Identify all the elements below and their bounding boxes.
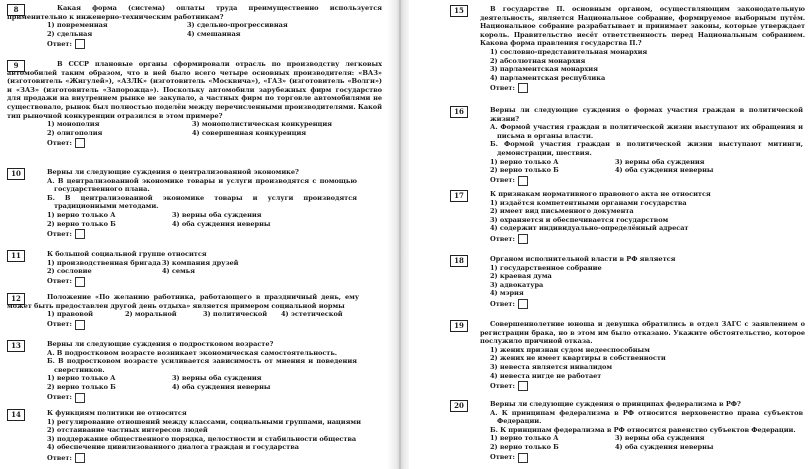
option[interactable]: 2) верно только Б [47, 382, 116, 391]
option[interactable]: 4) оба суждения неверны [172, 382, 271, 391]
statement-a: А. В подростковом возрасте возникает экономическая самостоятельность. [47, 348, 337, 357]
option[interactable]: 2) краевая дума [490, 272, 552, 281]
option[interactable]: 1) правовой [47, 310, 94, 319]
option[interactable]: 2) отстаивание частных интересов людей [47, 426, 208, 435]
answer-row [490, 453, 803, 463]
answer-box[interactable] [518, 453, 528, 463]
option[interactable]: 1) государственное собрание [490, 263, 602, 272]
option[interactable]: 4) совершенная конкуренция [192, 128, 307, 137]
question-stem: Верны ли следующие суждения о подростковом возрасте? [47, 340, 274, 348]
question-stem: К большой социальной группе относится [47, 250, 207, 258]
answer-label: Ответ: [490, 299, 515, 308]
question-stem: К признакам нормативного правового акта не относится [490, 190, 711, 198]
option[interactable]: 1) верно только А [490, 157, 559, 166]
answer-box[interactable] [518, 299, 528, 309]
option[interactable]: 3) компания друзей [162, 258, 239, 267]
option[interactable]: 4) эстетической [281, 310, 343, 319]
answer-row [7, 39, 382, 49]
answer-box[interactable] [75, 277, 85, 287]
answer-label: Ответ: [47, 229, 72, 238]
option[interactable]: 3) парламентская монархия [490, 65, 598, 74]
statement-b: Б. В централизованной экономике товары и услуги производятся традиционными методами. [47, 193, 357, 211]
answer-box[interactable] [518, 234, 528, 244]
option[interactable]: 4) оба суждения неверны [615, 166, 714, 175]
question-number: 9 [7, 60, 25, 72]
answer-box[interactable] [75, 39, 85, 49]
option[interactable]: 2) верно только Б [490, 166, 559, 175]
option[interactable]: 1) повременная [47, 21, 108, 30]
option[interactable]: 1) верно только А [490, 434, 559, 443]
question-number: 17 [450, 190, 468, 202]
question-stem: К функциям политики не относится [47, 409, 187, 417]
option[interactable]: 4) оба суждения неверны [615, 442, 714, 451]
statement-b: Б. В подростковом возрасте усиливается зависимость от мнения и поведения сверстников. [47, 357, 357, 374]
answer-row [480, 83, 805, 93]
option[interactable]: 4) невеста нигде не работает [490, 371, 602, 380]
statement-b: Б. Формой участия граждан в политической жизни выступают митинги, демонстрации, шествия. [490, 140, 803, 157]
option[interactable]: 3) невеста является инвалидом [490, 362, 613, 371]
statement-a: А. В централизованной экономике товары и услуги производятся с помощью государственного плана. [47, 176, 357, 194]
option[interactable]: 3) поддержание общественного порядка, целостности и стабильности общества [47, 434, 357, 443]
statement-a: А. К принципам федерализма в РФ относится верховенство права субъектов Федерации. [490, 408, 803, 426]
question-stem: В государстве П. основным органом, осуществляющим законодательную деятельность, является Национальное собрание, формируемое выборным путём. Национальное собрание разрабатывает и принимает законы, которые утверждает король. Правительство несёт ответственность перед Национальным собранием. Какова форма правления государства П.? [480, 5, 805, 48]
answer-label: Ответ: [490, 84, 515, 93]
answer-row [7, 138, 382, 148]
answer-label: Ответ: [490, 381, 515, 390]
answer-box[interactable] [75, 393, 85, 403]
option[interactable]: 1) монополия [47, 120, 100, 129]
question-stem: Верны ли следующие суждения о централизованной экономике? [47, 168, 299, 176]
statement-a: А. Формой участия граждан в политической жизни выступают их обращения и письма в органы власти. [490, 123, 803, 140]
answer-label: Ответ: [47, 40, 72, 49]
question-number: 19 [450, 320, 468, 332]
answer-row [490, 234, 803, 244]
option[interactable]: 1) сословно-представительная монархия [490, 47, 648, 56]
question-number: 18 [450, 255, 468, 267]
option[interactable]: 1) регулирование отношений между классами, социальными группами, нациями [47, 417, 361, 426]
answer-box[interactable] [75, 229, 85, 239]
option[interactable]: 4) семья [162, 267, 195, 276]
question-stem: В СССР плановые органы сформировали отрасль по производству легковых автомобилей таким образом, что в ней было всего четыре основных производителя: «ВАЗ» (изготовитель «Жигулей»), «АЗЛК» (изготовитель «Москвича»), «ГАЗ» (изготовитель «Волги») и «ЗАЗ» (изготовитель «Запорожца»). Поскольку автомобили зарубежных фирм государство для продажи на внутреннем рынке не закупало, а частных фирм по торговле автомобилями не существовало, рынок был полностью поделён между перечисленными производителями. Какой тип рыночной конкуренции отразился в этом примере? [7, 60, 382, 120]
question-stem: Совершеннолетние юноша и девушка обратились в отдел ЗАГС с заявлением о регистрации брака, но в этом им было отказано. Укажите обстоятельство, которое послужило причиной отказа. [480, 320, 805, 346]
question-number: 10 [7, 168, 25, 180]
option[interactable]: 2) верно только Б [47, 219, 116, 228]
option[interactable]: 3) политической [203, 310, 268, 319]
answer-box[interactable] [75, 320, 85, 330]
question-number: 16 [450, 106, 468, 118]
option[interactable]: 4) смешанная [187, 29, 241, 38]
option[interactable]: 4) мэрия [490, 289, 524, 298]
option[interactable]: 1) верно только А [47, 374, 116, 383]
answer-row [47, 393, 357, 403]
option[interactable]: 3) сдельно-прогрессивная [187, 21, 288, 30]
question-stem: Положение «По желанию работника, работающего в праздничный день, ему может быть предоставлен другой день отдыха» является примером социальной нормы [7, 293, 359, 310]
answer-label: Ответ: [47, 453, 72, 462]
answer-box[interactable] [518, 83, 528, 93]
option[interactable]: 2) сословие [47, 267, 92, 276]
option[interactable]: 4) парламентская республика [490, 73, 606, 82]
option[interactable]: 4) оба суждения неверны [172, 219, 271, 228]
option[interactable]: 3) верны оба суждения [172, 374, 262, 383]
option[interactable]: 2) моральной [125, 310, 177, 319]
option[interactable]: 1) производственная бригада [47, 258, 161, 267]
answer-row [7, 320, 359, 330]
question-number: 20 [450, 400, 468, 412]
answer-box[interactable] [75, 453, 85, 463]
option[interactable]: 2) имеет вид письменного документа [490, 207, 634, 216]
answer-row [47, 277, 357, 287]
option[interactable]: 1) верно только А [47, 210, 116, 219]
answer-row [490, 299, 803, 309]
option[interactable]: 2) олигополия [47, 128, 103, 137]
answer-label: Ответ: [47, 320, 72, 329]
question-number: 12 [7, 293, 25, 305]
question-number: 15 [450, 5, 468, 17]
question-number: 13 [7, 340, 25, 352]
option[interactable]: 2) верно только Б [490, 442, 559, 451]
option[interactable]: 3) монополистическая конкуренция [192, 120, 332, 129]
answer-label: Ответ: [490, 176, 515, 185]
question-number: 11 [7, 250, 25, 262]
question-stem: Верны ли следующие суждения о принципах федерализма в РФ? [490, 400, 741, 408]
option[interactable]: 3) адвокатура [490, 280, 544, 289]
option[interactable]: 2) абсолютная монархия [490, 56, 586, 65]
answer-row [47, 229, 357, 239]
answer-label: Ответ: [47, 139, 72, 148]
option[interactable]: 4) обеспечение цивилизованного диалога граждан и государства [47, 443, 299, 452]
question-number: 14 [7, 409, 25, 421]
option[interactable]: 3) охраняется и обеспечивается государством [490, 215, 669, 224]
right-page [409, 0, 809, 469]
answer-row [480, 381, 805, 391]
option[interactable]: 3) верны оба суждения [615, 157, 705, 166]
option[interactable]: 3) верны оба суждения [172, 210, 262, 219]
question-stem: Верны ли следующие суждения о формах участия граждан в политической жизни? [490, 106, 803, 123]
answer-label: Ответ: [490, 453, 515, 462]
option[interactable]: 2) сдельная [47, 29, 93, 38]
option[interactable]: 1) жених признан судом недееспособным [490, 345, 650, 354]
option[interactable]: 2) жених не имеет квартиры в собственности [490, 354, 666, 363]
answer-label: Ответ: [47, 393, 72, 402]
answer-box[interactable] [518, 176, 528, 186]
answer-row [47, 453, 367, 463]
answer-row [490, 176, 803, 186]
left-page [0, 0, 392, 469]
statement-b: Б. К принципам федерализма в РФ относится равенство субъектов Федерации. [490, 425, 796, 434]
answer-box[interactable] [518, 381, 528, 391]
option[interactable]: 3) верны оба суждения [615, 434, 705, 443]
answer-box[interactable] [75, 138, 85, 148]
answer-label: Ответ: [47, 277, 72, 286]
option[interactable]: 1) издаётся компетентными органами государства [490, 198, 687, 207]
question-stem: Органом исполнительной власти в РФ является [490, 255, 676, 263]
question-number: 8 [7, 4, 25, 16]
question-stem: Какая форма (система) оплаты труда преимущественно используется применительно к инженерно-техническим работникам? [7, 4, 382, 21]
answer-label: Ответ: [490, 234, 515, 243]
option[interactable]: 4) содержит индивидуально-определённый адресат [490, 224, 689, 233]
